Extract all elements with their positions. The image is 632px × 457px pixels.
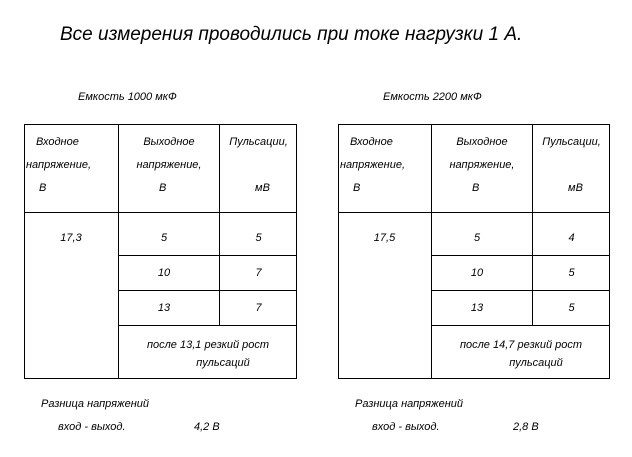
divider [431,255,610,256]
divider [24,212,297,213]
voltage-diff-label: Разница напряжений [41,398,150,410]
ripple-value: 7 [255,267,262,279]
table-2-caption: Емкость 2200 мкФ [383,91,482,103]
header-output-voltage: Выходное напряжение, В [449,136,515,194]
output-value: 10 [157,267,171,279]
voltage-diff-sublabel: вход - выход. [372,421,440,433]
voltage-diff-label: Разница напряжений [355,398,464,410]
divider [338,212,610,213]
output-value: 10 [470,267,484,279]
divider [118,325,297,326]
divider [431,325,610,326]
voltage-diff-sublabel: вход - выход. [58,421,126,433]
page-title: Все измерения проводились при токе нагрузки 1 А. [60,24,523,45]
input-voltage-value: 17,5 [373,232,396,244]
voltage-diff-value: 2,8 В [513,421,539,433]
header-input-voltage: Входное напряжение, В [340,136,406,194]
header-input-voltage: Входное напряжение, В [26,136,92,194]
ripple-value: 7 [255,302,262,314]
divider [118,290,297,291]
ripple-value: 4 [568,232,575,244]
output-value: 13 [157,302,171,314]
header-output-voltage: Выходное напряжение, В [136,136,202,194]
output-value: 5 [160,232,168,244]
ripple-value: 5 [255,232,262,244]
output-value: 13 [470,302,484,314]
header-ripple: Пульсации, мВ [229,136,288,194]
ripple-value: 5 [568,302,575,314]
output-value: 5 [473,232,481,244]
divider [118,255,297,256]
ripple-note: после 14,7 резкий рост пульсаций [459,339,583,369]
table-1-caption: Емкость 1000 мкФ [78,91,177,103]
divider [431,290,610,291]
header-ripple: Пульсации, мВ [542,136,601,194]
voltage-diff-value: 4,2 В [194,421,220,433]
ripple-note: после 13,1 резкий рост пульсаций [146,339,270,369]
input-voltage-value: 17,3 [60,232,82,244]
ripple-value: 5 [568,267,575,279]
